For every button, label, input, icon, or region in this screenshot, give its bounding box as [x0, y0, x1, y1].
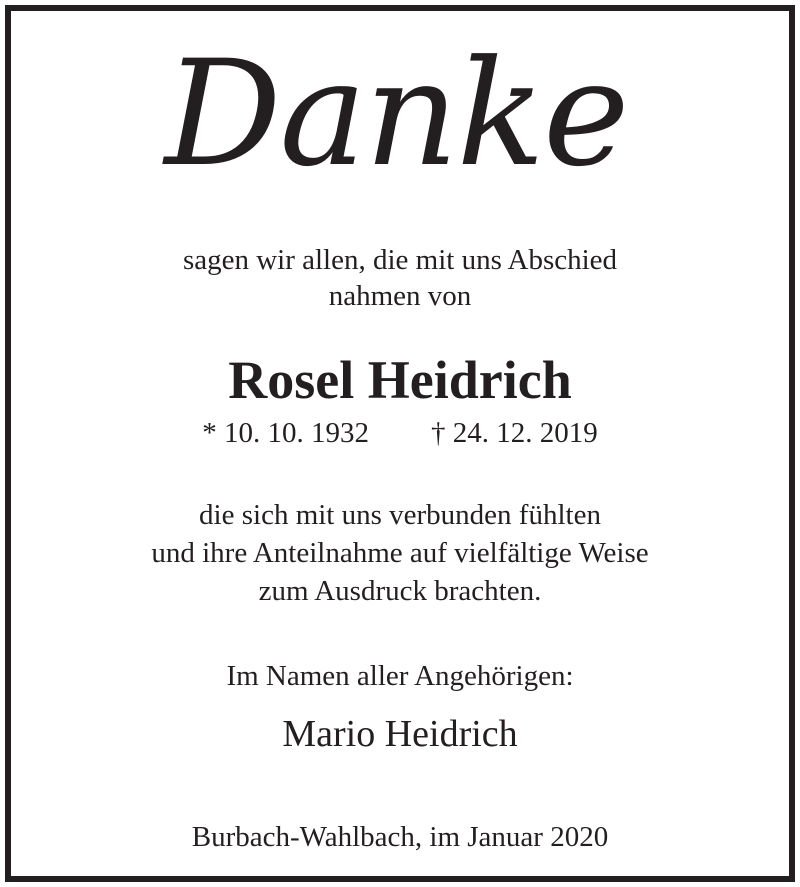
obituary-notice-frame	[5, 5, 795, 882]
body-line-1: die sich mit uns verbunden fühlten	[199, 499, 601, 531]
thanks-body	[11, 496, 789, 610]
intro-line-1: sagen wir allen, die mit uns Abschied	[182, 244, 618, 276]
death-date: † 24. 12. 2019	[431, 417, 598, 449]
deceased-name: Rosel Heidrich	[228, 350, 572, 410]
on-behalf-line: Im Namen aller Angehörigen:	[226, 660, 574, 692]
body-line-2: und ihre Anteilnahme auf vielfältige Weise	[151, 537, 649, 569]
body-line-3: zum Ausdruck brachten.	[258, 575, 542, 607]
life-dates	[11, 415, 789, 451]
headline-danke: Danke	[164, 29, 628, 199]
intro-line-2: nahmen von	[328, 280, 472, 312]
place-and-date: Burbach-Wahlbach, im Januar 2020	[191, 821, 609, 853]
intro-text	[11, 242, 789, 314]
signer-name: Mario Heidrich	[282, 713, 518, 755]
birth-date: * 10. 10. 1932	[202, 417, 369, 449]
